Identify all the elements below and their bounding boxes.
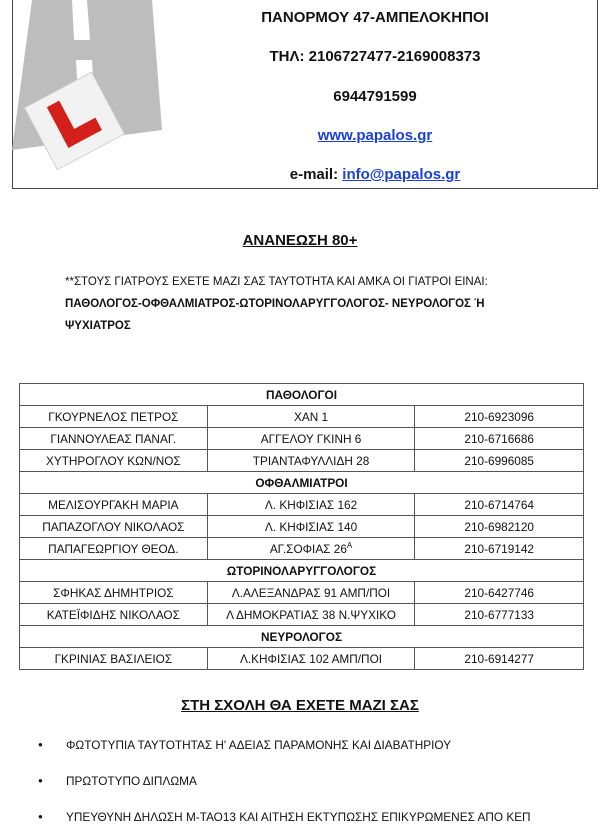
doctor-address bbox=[207, 450, 415, 472]
school-item: ● ΦΩΤΟΤΥΠΙΑ ΤΑΥΤΟΤΗΤΑΣ Η' ΑΔΕΙΑΣ ΠΑΡΑΜΟΝΗΣ ΚΑΙ ΔΙΑΒΑΤΗΡΙΟΥ bbox=[38, 727, 531, 763]
doctor-phone-text: 210-6923096 bbox=[464, 409, 534, 424]
section-title: ΟΦΘΑΛΜΙΑΤΡΟΙ bbox=[20, 472, 584, 494]
doctor-address bbox=[207, 648, 415, 670]
doctor-address bbox=[207, 516, 415, 538]
school-items-list bbox=[38, 727, 531, 835]
doctor-phone-text: 210-6777133 bbox=[464, 607, 534, 622]
doctor-name-text: ΠΑΠΑΓΕΩΡΓΙΟΥ ΘΕΟΔ. bbox=[48, 541, 179, 556]
doctor-name-text: ΓΚΡΙΝΙΑΣ ΒΑΣΙΛΕΙΟΣ bbox=[54, 651, 173, 666]
school-item: ● ΥΠΕΥΘΥΝΗ ΔΗΛΩΣΗ Μ-ΤΑΟ13 ΚΑΙ ΑΙΤΗΣΗ ΕΚΤΥΠΩΣΗΣ ΕΠΙΚΥΡΩΜΕΝΕΣ ΑΠΟ ΚΕΠ bbox=[38, 799, 531, 835]
email-line bbox=[170, 166, 580, 183]
section-header-row bbox=[20, 384, 584, 406]
learner-plate-icon bbox=[12, 0, 162, 185]
renewal-note-line1: **ΣΤΟΥΣ ΓΙΑΤΡΟΥΣ ΕΧΕΤΕ ΜΑΖΙ ΣΑΣ ΤΑΥΤΟΤΗΤΑ ΚΑΙ ΑΜΚΑ ΟΙ ΓΙΑΤΡΟΙ ΕΙΝΑΙ: bbox=[65, 276, 488, 288]
doctor-phone bbox=[415, 494, 584, 516]
doctor-address bbox=[207, 406, 415, 428]
doctor-address-text: ΧΑΝ 1 bbox=[293, 409, 329, 424]
doctor-name-text: ΚΑΤΕΪΦΙΔΗΣ ΝΙΚΟΛΑΟΣ bbox=[46, 607, 180, 622]
section-header-row bbox=[20, 560, 584, 582]
section-title: ΠΑΘΟΛΟΓΟΙ bbox=[20, 384, 584, 406]
table-row bbox=[20, 582, 584, 604]
doctor-address-text: Λ ΔΗΜΟΚΡΑΤΙΑΣ 38 Ν.ΨΥΧΙΚΟ bbox=[226, 607, 396, 622]
doctor-phone bbox=[415, 450, 584, 472]
doctor-name-text: ΣΦΗΚΑΣ ΔΗΜΗΤΡΙΟΣ bbox=[53, 585, 174, 600]
doctor-name bbox=[20, 648, 208, 670]
doctors-table bbox=[19, 383, 584, 670]
section-title: ΝΕΥΡΟΛΟΓΟΣ bbox=[20, 626, 584, 648]
doctor-address bbox=[207, 582, 415, 604]
table-row bbox=[20, 648, 584, 670]
doctor-address-text: Λ.ΚΗΦΙΣΙΑΣ 102 ΑΜΠ/ΠΟΙ bbox=[240, 651, 383, 666]
doctor-phone-text: 210-6982120 bbox=[464, 519, 534, 534]
doctor-name-text: ΜΕΛΙΣΟΥΡΓΑΚΗ ΜΑΡΙΑ bbox=[48, 497, 179, 512]
doctor-phone bbox=[415, 604, 584, 626]
table-row bbox=[20, 428, 584, 450]
doctor-phone bbox=[415, 516, 584, 538]
doctor-name bbox=[20, 406, 208, 428]
doctor-name bbox=[20, 450, 208, 472]
doctor-name-text: ΧΥΤΗΡΟΓΛΟΥ ΚΩΝ/ΝΟΣ bbox=[45, 453, 181, 468]
doctor-address-text: Λ. ΚΗΦΙΣΙΑΣ 162 bbox=[264, 497, 358, 512]
doctor-phone bbox=[415, 648, 584, 670]
table-row bbox=[20, 516, 584, 538]
doctor-address-text: ΑΓΓΕΛΟΥ ΓΚΙΝΗ 6 bbox=[260, 431, 362, 446]
school-item: ● ΠΡΩΤΟΤΥΠΟ ΔΙΠΛΩΜΑ bbox=[38, 763, 531, 799]
doctor-phone bbox=[415, 406, 584, 428]
table-row bbox=[20, 604, 584, 626]
doctor-address-text: ΑΓ.ΣΟΦΙΑΣ 26 bbox=[269, 541, 347, 556]
doctor-name bbox=[20, 604, 208, 626]
email-label: e-mail: bbox=[289, 166, 339, 183]
website-link[interactable]: www.papalos.gr bbox=[317, 127, 433, 144]
doctor-phone-text: 210-6714764 bbox=[464, 497, 534, 512]
renewal-note-line3: ΨΥΧΙΑΤΡΟΣ bbox=[65, 320, 131, 332]
section-header-row bbox=[20, 626, 584, 648]
table-row bbox=[20, 494, 584, 516]
address-superscript: Α bbox=[346, 541, 353, 551]
doctor-name bbox=[20, 428, 208, 450]
doctor-phone bbox=[415, 538, 584, 560]
mobile-line: 6944791599 bbox=[333, 88, 417, 105]
email-link[interactable]: info@papalos.gr bbox=[342, 166, 461, 183]
doctor-name bbox=[20, 538, 208, 560]
doctor-name-text: ΓΙΑΝΝΟΥΛΕΑΣ ΠΑΝΑΓ. bbox=[50, 431, 177, 446]
section-header-row bbox=[20, 472, 584, 494]
doctor-address bbox=[207, 494, 415, 516]
doctor-address-text: Λ. ΚΗΦΙΣΙΑΣ 140 bbox=[264, 519, 358, 534]
doctor-name-text: ΠΑΠΑΖΟΓΛΟΥ ΝΙΚΟΛΑΟΣ bbox=[42, 519, 185, 534]
doctor-phone bbox=[415, 582, 584, 604]
doctor-phone-text: 210-6996085 bbox=[464, 453, 534, 468]
phones-line: ΤΗΛ: 2106727477-2169008373 bbox=[269, 48, 481, 65]
doctor-phone-text: 210-6716686 bbox=[464, 431, 534, 446]
doctor-name bbox=[20, 582, 208, 604]
doctor-address bbox=[207, 428, 415, 450]
address-line: ΠΑΝΟΡΜΟΥ 47-ΑΜΠΕΛΟΚΗΠΟΙ bbox=[261, 9, 489, 26]
doctor-phone bbox=[415, 428, 584, 450]
doctor-address bbox=[207, 604, 415, 626]
doctor-phone-text: 210-6719142 bbox=[464, 541, 534, 556]
doctor-name bbox=[20, 516, 208, 538]
doctor-address-text: ΤΡΙΑΝΤΑΦΥΛΛΙΔΗ 28 bbox=[252, 453, 370, 468]
table-row bbox=[20, 406, 584, 428]
doctor-name-text: ΓΚΟΥΡΝΕΛΟΣ ΠΕΤΡΟΣ bbox=[48, 409, 179, 424]
table-row bbox=[20, 538, 584, 560]
website-line bbox=[170, 127, 580, 144]
renewal-note-line2: ΠΑΘΟΛΟΓΟΣ-ΟΦΘΑΛΜΙΑΤΡΟΣ-ΩΤΟΡΙΝΟΛΑΡΥΓΓΟΛΟΓΟΣ- ΝΕΥΡΟΛΟΓΟΣ Ή bbox=[65, 298, 485, 310]
doctor-name bbox=[20, 494, 208, 516]
renewal-title: ΑΝΑΝΕΩΣΗ 80+ bbox=[242, 232, 358, 249]
doctor-phone-text: 210-6427746 bbox=[464, 585, 534, 600]
doctor-phone-text: 210-6914277 bbox=[464, 651, 534, 666]
doctor-address-text: Λ.ΑΛΕΞΑΝΔΡΑΣ 91 ΑΜΠ/ΠΟΙ bbox=[231, 585, 391, 600]
section-title: ΩΤΟΡΙΝΟΛΑΡΥΓΓΟΛΟΓΟΣ bbox=[20, 560, 584, 582]
doctor-address bbox=[207, 538, 415, 560]
school-title: ΣΤΗ ΣΧΟΛΗ ΘΑ ΕΧΕΤΕ ΜΑΖΙ ΣΑΣ bbox=[181, 697, 419, 714]
table-row bbox=[20, 450, 584, 472]
